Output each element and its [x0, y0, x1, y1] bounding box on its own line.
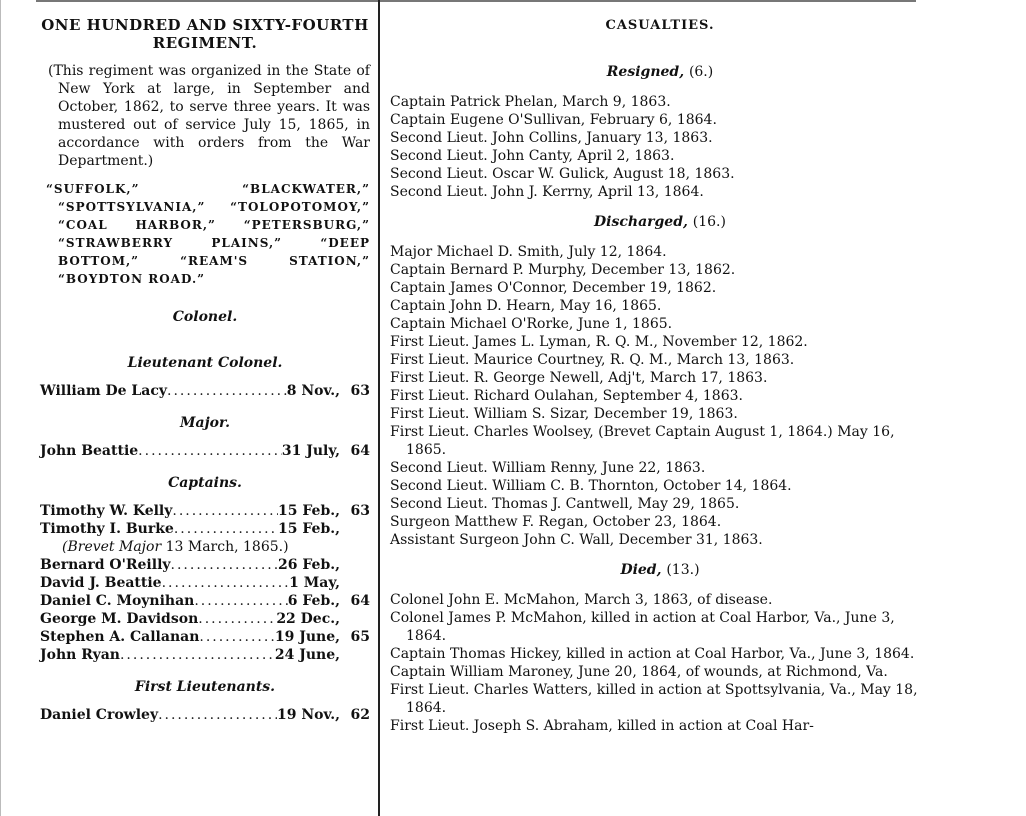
list-item: Captain John D. Hearn, May 16, 1865. [390, 298, 662, 314]
casualties-title: CASUALTIES. [605, 18, 715, 33]
captains-heading: Captains. [168, 475, 242, 491]
list-item: First Lieut. Charles Watters, killed in action at Spottsylvania, Va., May 18, 1864. [390, 682, 918, 716]
roster-row-captain [40, 520, 370, 538]
list-item: First Lieut. Maurice Courtney, R. Q. M., March 13, 1863. [390, 352, 795, 368]
leader-dots [158, 706, 277, 724]
leader-dots [167, 382, 287, 400]
commission-date: 22 Dec., [276, 611, 340, 627]
died-list [390, 591, 930, 735]
list-item: First Lieut. Charles Woolsey, (Brevet Captain August 1, 1864.) May 16, 1865. [390, 424, 895, 458]
captains-list [40, 502, 370, 664]
list-item: Captain William Maroney, June 20, 1864, of wounds, at Richmond, Va. [390, 664, 888, 680]
list-item: Second Lieut. Oscar W. Gulick, August 18, 1863. [390, 166, 735, 182]
list-item: Captain Bernard P. Murphy, December 13, 1862. [390, 262, 736, 278]
roster-row-captain [40, 592, 370, 610]
leader-dots [162, 574, 290, 592]
officer-name: Timothy I. Burke [40, 521, 174, 537]
list-item: Second Lieut. William C. B. Thornton, October 14, 1864. [390, 478, 792, 494]
commission-date: 8 Nov., [286, 383, 340, 399]
leader-dots [138, 442, 282, 460]
resigned-heading [390, 63, 930, 81]
brevet-note-text: 13 March, 1865.) [161, 539, 289, 555]
leader-dots [194, 592, 287, 610]
regiment-title: ONE HUNDRED AND SIXTY-FOURTH REGIMENT. [41, 16, 369, 52]
officer-name: George M. Davidson [40, 611, 199, 627]
officer-name: William De Lacy [40, 383, 168, 399]
right-column [390, 18, 930, 735]
left-column [40, 16, 370, 724]
roster-row-captain [40, 556, 370, 574]
roster-row-captain [40, 610, 370, 628]
officer-name: Stephen A. Callanan [40, 629, 200, 645]
died-count: (13.) [666, 562, 700, 578]
page-left-edge [0, 0, 1, 816]
commission-year: 65 [350, 629, 370, 645]
commission-date: 6 Feb., [287, 593, 340, 609]
commission-date: 26 Feb., [278, 557, 340, 573]
list-item: Captain Patrick Phelan, March 9, 1863. [390, 94, 671, 110]
list-item: First Lieut. R. George Newell, Adj't, March 17, 1863. [390, 370, 768, 386]
list-item: Colonel John E. McMahon, March 3, 1863, of disease. [390, 592, 773, 608]
leader-dots [120, 646, 275, 664]
list-item: Captain Eugene O'Sullivan, February 6, 1864. [390, 112, 717, 128]
list-item: Second Lieut. John Canty, April 2, 1863. [390, 148, 675, 164]
roster-row-major [40, 442, 370, 460]
colonel-heading: Colonel. [172, 309, 238, 325]
list-item: Surgeon Matthew F. Regan, October 23, 1864. [390, 514, 722, 530]
resigned-list [390, 93, 930, 201]
roster-row-captain [40, 574, 370, 592]
discharged-count: (16.) [692, 214, 726, 230]
roster-row-lt-colonel [40, 382, 370, 400]
commission-date: 15 Feb., [278, 503, 340, 519]
officer-name: John Beattie [40, 443, 139, 459]
brevet-note [40, 538, 370, 556]
list-item: Colonel James P. McMahon, killed in action at Coal Harbor, Va., June 3, 1864. [390, 610, 895, 644]
commission-year: 62 [350, 707, 370, 723]
list-item: First Lieut. William S. Sizar, December 19, 1863. [390, 406, 738, 422]
leader-dots [198, 610, 276, 628]
top-rule [36, 0, 916, 2]
list-item: Second Lieut. John J. Kerrny, April 13, 1864. [390, 184, 704, 200]
discharged-list [390, 243, 930, 549]
list-item: First Lieut. Richard Oulahan, September 4, 1863. [390, 388, 743, 404]
list-item: First Lieut. James L. Lyman, R. Q. M., November 12, 1862. [390, 334, 808, 350]
officer-name: Bernard O'Reilly [40, 557, 171, 573]
list-item: Captain Michael O'Rorke, June 1, 1865. [390, 316, 673, 332]
commission-year: 63 [350, 383, 370, 399]
list-item: Second Lieut. Thomas J. Cantwell, May 29, 1865. [390, 496, 740, 512]
commission-date: 24 June, [274, 647, 340, 663]
list-item: Captain James O'Connor, December 19, 1862. [390, 280, 717, 296]
leader-dots [199, 628, 275, 646]
died-label: Died, [620, 562, 662, 578]
commission-date: 19 Nov., [277, 707, 340, 723]
list-item: Major Michael D. Smith, July 12, 1864. [390, 244, 667, 260]
roster-row-first-lieutenant [40, 706, 370, 724]
commission-date: 1 May, [289, 575, 340, 591]
list-item: First Lieut. Joseph S. Abraham, killed in action at Coal Har- [390, 718, 814, 734]
column-divider [378, 0, 380, 816]
officer-name: Daniel C. Moynihan [40, 593, 195, 609]
roster-row-captain [40, 646, 370, 664]
officer-name: Daniel Crowley [40, 707, 159, 723]
commission-year: 64 [350, 593, 370, 609]
officer-name: Timothy W. Kelly [40, 503, 173, 519]
list-item: Captain Thomas Hickey, killed in action at Coal Harbor, Va., June 3, 1864. [390, 646, 915, 662]
commission-year: 64 [350, 443, 370, 459]
roster-row-captain [40, 502, 370, 520]
commission-date: 15 Feb., [278, 521, 340, 537]
battles-list: “SUFFOLK,” “BLACKWATER,” “SPOTTSYLVANIA,” “TOLOPOTOMOY,” “COAL HARBOR,” “PETERSBURG,” “STRAWBERRY PLAINS,” “DEEP BOTTOM,” “REAM'S STATION,” “BOYDTON ROAD.” [46, 182, 370, 286]
commission-date: 31 July, [281, 443, 340, 459]
regiment-note: (This regiment was organized in the State of New York at large, in September and October, 1862, to serve three years. It was mustered out of service July 15, 1865, in accordance with orders from the War Department.) [48, 63, 370, 169]
first-lieutenants-heading: First Lieutenants. [134, 679, 276, 695]
commission-date: 19 June, [274, 629, 340, 645]
leader-dots [171, 556, 278, 574]
lt-colonel-heading: Lieutenant Colonel. [127, 355, 283, 371]
discharged-label: Discharged, [594, 214, 688, 230]
officer-name: John Ryan [40, 647, 120, 663]
leader-dots [174, 520, 278, 538]
commission-year: 63 [350, 503, 370, 519]
resigned-count: (6.) [688, 64, 714, 80]
discharged-heading [390, 213, 930, 231]
brevet-note-italic: (Brevet Major [62, 539, 162, 555]
list-item: Second Lieut. John Collins, January 13, 1863. [390, 130, 713, 146]
officer-name: David J. Beattie [40, 575, 162, 591]
list-item: Second Lieut. William Renny, June 22, 1863. [390, 460, 706, 476]
list-item: Assistant Surgeon John C. Wall, December 31, 1863. [390, 532, 763, 548]
leader-dots [172, 502, 278, 520]
major-heading: Major. [180, 415, 230, 431]
roster-row-captain [40, 628, 370, 646]
died-heading [390, 561, 930, 579]
resigned-label: Resigned, [606, 64, 685, 80]
